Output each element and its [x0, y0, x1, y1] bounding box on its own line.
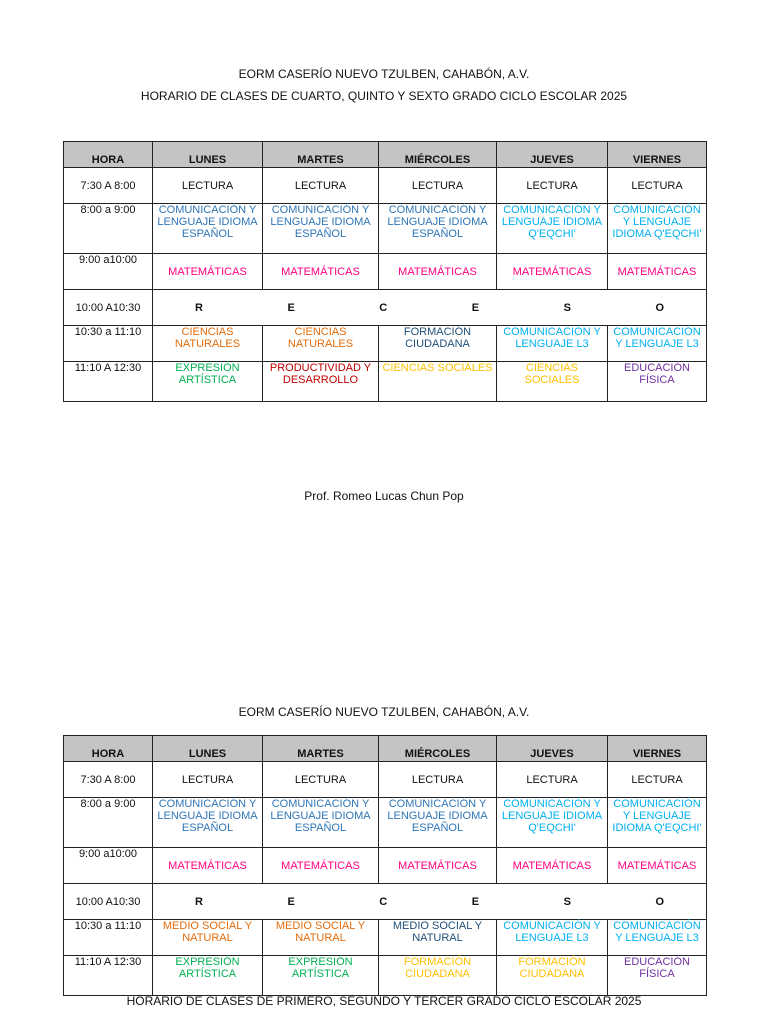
subject-cell: CIENCIAS NATURALES	[263, 326, 379, 362]
header-viernes: VIERNES	[608, 736, 707, 762]
hora-cell: 10:30 a 11:10	[64, 920, 153, 956]
header-jueves: JUEVES	[497, 736, 608, 762]
header-viernes: VIERNES	[608, 142, 707, 168]
table-row	[64, 798, 707, 848]
subject-cell: CIENCIAS SOCIALES	[497, 362, 608, 402]
table-row	[64, 326, 707, 362]
recess-letter: C	[379, 895, 388, 908]
subject-cell: MATEMÁTICAS	[379, 254, 497, 290]
header-hora: HORA	[64, 736, 153, 762]
school-name-2: EORM CASERÍO NUEVO TZULBEN, CAHABÓN, A.V.	[238, 705, 530, 719]
recess-letter: E	[287, 895, 295, 908]
subject-cell: EXPRESIÓN ARTÍSTICA	[153, 956, 263, 996]
recess-letter: E	[471, 895, 480, 908]
subject-cell: MATEMÁTICAS	[263, 848, 379, 884]
subject-cell: LECTURA	[497, 168, 608, 204]
teacher-signature: Prof. Romeo Lucas Chun Pop	[304, 489, 464, 503]
subject-cell: FORMACIÓN CIUDADANA	[497, 956, 608, 996]
subject-cell: MATEMÁTICAS	[608, 254, 707, 290]
hora-cell: 7:30 A 8:00	[64, 762, 153, 798]
subject-cell: COMUNICACIÓN Y LENGUAJE IDIOMA ESPAÑOL	[379, 798, 497, 848]
subject-cell: MATEMÁTICAS	[153, 254, 263, 290]
subject-cell: CIENCIAS NATURALES	[153, 326, 263, 362]
subject-cell: MATEMÁTICAS	[608, 848, 707, 884]
table-row	[64, 362, 707, 402]
recess-letter: R	[195, 895, 203, 908]
schedule-title-2: HORARIO DE CLASES DE PRIMERO, SEGUNDO Y TERCER GRADO CICLO ESCOLAR 2025	[126, 994, 642, 1008]
table-header-row	[64, 736, 707, 762]
subject-cell: LECTURA	[153, 762, 263, 798]
subject-cell: COMUNICACIÓN Y LENGUAJE L3	[608, 326, 707, 362]
subject-cell: FORMACIÓN CIUDADANA	[379, 956, 497, 996]
subject-cell: MEDIO SOCIAL Y NATURAL	[263, 920, 379, 956]
subject-cell: COMUNICACIÓN Y LENGUAJE IDIOMA ESPAÑOL	[263, 798, 379, 848]
subject-cell: COMUNICACIÓN Y LENGUAJE IDIOMA ESPAÑOL	[263, 204, 379, 254]
subject-cell: MEDIO SOCIAL Y NATURAL	[379, 920, 497, 956]
subject-cell: MATEMÁTICAS	[153, 848, 263, 884]
hora-cell: 10:00 A10:30	[64, 290, 153, 326]
recess-letter: E	[471, 301, 480, 314]
subject-cell: LECTURA	[608, 762, 707, 798]
hora-cell: 7:30 A 8:00	[64, 168, 153, 204]
subject-cell: LECTURA	[379, 168, 497, 204]
header-lunes: LUNES	[153, 736, 263, 762]
recess-letter: R	[195, 301, 203, 314]
hora-cell: 8:00 a 9:00	[64, 798, 153, 848]
table-row	[64, 848, 707, 884]
hora-cell: 9:00 a10:00	[64, 848, 153, 884]
recess-row	[64, 884, 707, 920]
recess-letter: O	[655, 301, 664, 314]
hora-cell: 8:00 a 9:00	[64, 204, 153, 254]
recess-row	[64, 290, 707, 326]
subject-cell: EDUCACIÓN FÍSICA	[608, 956, 707, 996]
recess-letter: E	[287, 301, 295, 314]
header-jueves: JUEVES	[497, 142, 608, 168]
subject-cell: MATEMÁTICAS	[497, 848, 608, 884]
header-miercoles: MIÉRCOLES	[379, 142, 497, 168]
subject-cell: COMUNICACIÓN Y LENGUAJE IDIOMA ESPAÑOL	[153, 798, 263, 848]
subject-cell: EDUCACIÓN FÍSICA	[608, 362, 707, 402]
subject-cell: COMUNICACIÓN Y LENGUAJE IDIOMA ESPAÑOL	[153, 204, 263, 254]
table-row	[64, 204, 707, 254]
subject-cell: COMUNICACIÓN Y LENGUAJE IDIOMA Q'EQCHI'	[497, 798, 608, 848]
recess-letter: S	[563, 301, 571, 314]
table-row	[64, 254, 707, 290]
table-row	[64, 168, 707, 204]
subject-cell: PRODUCTIVIDAD Y DESARROLLO	[263, 362, 379, 402]
recess-letter: S	[563, 895, 571, 908]
hora-cell: 9:00 a10:00	[64, 254, 153, 290]
subject-cell: EXPRESIÓN ARTÍSTICA	[263, 956, 379, 996]
subject-cell: LECTURA	[379, 762, 497, 798]
subject-cell: LECTURA	[608, 168, 707, 204]
subject-cell: COMUNICACIÓN Y LENGUAJE IDIOMA Q'EQCHI'	[608, 204, 707, 254]
hora-cell: 10:30 a 11:10	[64, 326, 153, 362]
subject-cell: MATEMÁTICAS	[497, 254, 608, 290]
subject-cell: LECTURA	[263, 168, 379, 204]
subject-cell: MATEMÁTICAS	[263, 254, 379, 290]
header-miercoles: MIÉRCOLES	[379, 736, 497, 762]
recess-cell	[153, 884, 707, 920]
schedule-table-1	[63, 141, 707, 402]
header-hora: HORA	[64, 142, 153, 168]
subject-cell: CIENCIAS SOCIALES	[379, 362, 497, 402]
school-name-1: EORM CASERÍO NUEVO TZULBEN, CAHABÓN, A.V.	[238, 67, 530, 81]
header-martes: MARTES	[263, 142, 379, 168]
recess-letter: C	[379, 301, 388, 314]
subject-cell: COMUNICACIÓN Y LENGUAJE L3	[497, 920, 608, 956]
schedule-title-1: HORARIO DE CLASES DE CUARTO, QUINTO Y SEXTO GRADO CICLO ESCOLAR 2025	[140, 89, 628, 103]
recess-cell	[153, 290, 707, 326]
table-row	[64, 956, 707, 996]
hora-cell: 10:00 A10:30	[64, 884, 153, 920]
subject-cell: COMUNICACIÓN Y LENGUAJE IDIOMA Q'EQCHI'	[608, 798, 707, 848]
subject-cell: MEDIO SOCIAL Y NATURAL	[153, 920, 263, 956]
subject-cell: LECTURA	[263, 762, 379, 798]
table-header-row	[64, 142, 707, 168]
hora-cell: 11:10 A 12:30	[64, 362, 153, 402]
subject-cell: FORMACIÓN CIUDADANA	[379, 326, 497, 362]
subject-cell: MATEMÁTICAS	[379, 848, 497, 884]
table-row	[64, 762, 707, 798]
header-martes: MARTES	[263, 736, 379, 762]
hora-cell: 11:10 A 12:30	[64, 956, 153, 996]
schedule-table-2	[63, 735, 707, 996]
table-row	[64, 920, 707, 956]
subject-cell: COMUNICACIÓN Y LENGUAJE L3	[608, 920, 707, 956]
subject-cell: COMUNICACIÓN Y LENGUAJE L3	[497, 326, 608, 362]
subject-cell: EXPRESIÓN ARTÍSTICA	[153, 362, 263, 402]
header-lunes: LUNES	[153, 142, 263, 168]
subject-cell: COMUNICACIÓN Y LENGUAJE IDIOMA Q'EQCHI'	[497, 204, 608, 254]
subject-cell: COMUNICACIÓN Y LENGUAJE IDIOMA ESPAÑOL	[379, 204, 497, 254]
subject-cell: LECTURA	[153, 168, 263, 204]
subject-cell: LECTURA	[497, 762, 608, 798]
recess-letter: O	[655, 895, 664, 908]
